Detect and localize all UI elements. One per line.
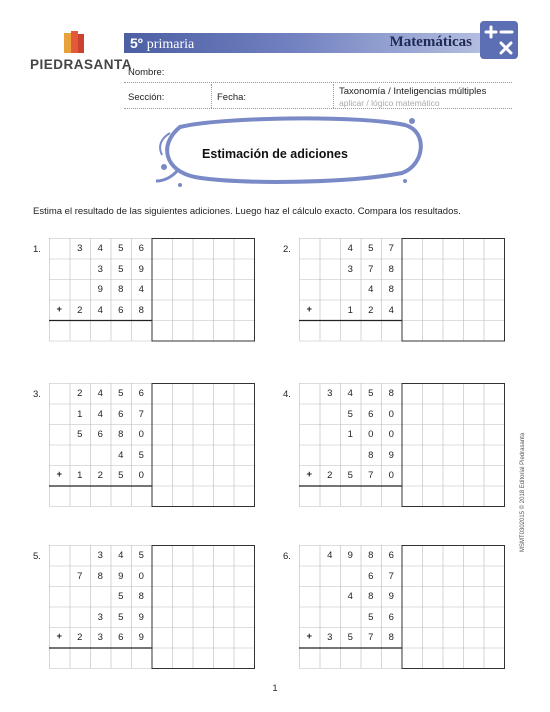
digit: 0 [388,470,394,481]
exercise-number: 3. [33,389,41,400]
digit: 5 [347,470,353,481]
plus-sign: + [56,303,63,315]
digit: 8 [118,429,124,440]
digit: 6 [118,304,124,316]
subject-label: Matemáticas [389,34,472,50]
digit: 5 [347,632,353,643]
seccion-label: Sección: [128,92,165,103]
digit: 6 [118,632,124,643]
fecha-label: Fecha: [217,92,247,103]
digit: 4 [347,388,353,399]
digit: 7 [368,470,374,481]
digit: 5 [138,449,144,461]
digit: 4 [97,408,103,420]
plus-sign: + [56,469,63,480]
digit: 9 [118,570,124,582]
exercise-number: 4. [283,389,291,400]
digit: 3 [327,632,333,643]
taxonomy-sub: aplicar / lógico matemático [339,98,440,108]
digit: 2 [77,304,83,316]
digit: 0 [388,408,394,420]
digit: 6 [368,408,374,420]
digit: 4 [347,243,353,254]
digit: 1 [77,470,83,481]
digit: 3 [97,550,103,561]
digit: 6 [138,243,144,254]
digit: 5 [77,429,83,440]
digit: 9 [97,284,103,295]
digit: 4 [97,243,103,254]
divider [333,84,334,108]
digit: 8 [388,388,394,399]
digit: 8 [97,570,103,582]
math-operations-icon [480,21,518,59]
digit: 9 [388,591,394,602]
digit: 0 [138,570,144,582]
digit: 1 [77,408,83,420]
digit: 8 [388,284,394,295]
book-logo-icon [62,31,86,57]
digit: 3 [97,632,103,643]
digit: 7 [388,570,394,582]
digit: 4 [388,304,394,316]
plus-sign: + [306,631,313,642]
exercise-number: 1. [33,244,41,255]
plus-sign: + [306,303,313,315]
digit: 6 [388,550,394,561]
digit: 5 [118,243,124,254]
digit: 4 [327,550,333,561]
digit: 0 [368,429,374,440]
digit: 3 [97,611,103,623]
page-number: 1 [272,683,278,693]
digit: 7 [77,570,83,582]
digit: 4 [97,388,103,399]
digit: 2 [77,632,83,643]
digit: 2 [327,470,333,481]
grade-label [130,35,194,53]
digit: 7 [368,632,374,643]
digit: 6 [388,611,394,623]
answer-box [152,239,255,342]
exercise-grid[interactable] [49,383,256,508]
exercise-number: 2. [283,244,291,255]
digit: 5 [368,611,374,623]
seccion-field[interactable] [124,108,512,109]
logo-text: PIEDRASANTA [30,57,133,72]
digit: 4 [138,284,144,295]
digit: 8 [138,304,144,316]
digit: 0 [138,470,144,481]
taxonomy-label: Taxonomía / Inteligencias múltiples [339,86,487,97]
digit: 3 [77,243,83,254]
grade-word: primaria [146,37,195,52]
digit: 2 [97,470,103,481]
digit: 6 [368,570,374,582]
exercise-grid[interactable] [299,238,506,343]
digit: 6 [138,388,144,399]
plus-sign: + [56,631,63,642]
digit: 7 [388,243,394,254]
digit: 4 [97,304,103,316]
digit: 7 [368,263,374,275]
digit: 0 [388,429,394,440]
divider [211,84,212,108]
digit: 5 [368,388,374,399]
digit: 8 [138,591,144,602]
digit: 5 [118,263,124,275]
digit: 3 [97,263,103,275]
digit: 7 [138,408,144,420]
digit: 1 [347,304,353,316]
instructions: Estima el resultado de las siguientes adiciones. Luego haz el cálculo exacto. Compara los resultados. [33,206,461,217]
digit: 3 [347,263,353,275]
digit: 9 [138,263,144,275]
digit: 8 [368,591,374,602]
digit: 8 [368,449,374,461]
digit: 2 [368,304,374,316]
answer-box [402,239,505,342]
digit: 5 [138,550,144,561]
digit: 5 [118,470,124,481]
digit: 9 [388,449,394,461]
digit: 1 [347,429,353,440]
digit: 4 [118,550,124,561]
digit: 5 [347,408,353,420]
digit: 9 [138,611,144,623]
digit: 3 [327,388,333,399]
digit: 5 [368,243,374,254]
digit: 9 [138,632,144,643]
exercise-number: 6. [283,551,291,562]
digit: 5 [118,611,124,623]
digit: 5 [118,591,124,602]
page-title: Estimación de adiciones [202,147,348,161]
digit: 4 [368,284,374,295]
exercise-grid[interactable] [299,383,506,508]
grade-number: 5º [130,35,143,51]
digit: 0 [138,429,144,440]
digit: 8 [368,550,374,561]
digit: 8 [388,263,394,275]
exercise-grid[interactable] [49,545,256,670]
digit: 2 [77,388,83,399]
digit: 8 [388,632,394,643]
digit: 9 [347,550,353,561]
footer-code: MSMT0302015 © 2018 Editorial Piedrasanta [520,432,526,552]
exercise-grid[interactable] [299,545,506,670]
digit: 8 [118,284,124,295]
digit: 4 [347,591,353,602]
nombre-field[interactable] [124,82,512,83]
digit: 5 [118,388,124,399]
exercise-number: 5. [33,551,41,562]
digit: 4 [118,449,124,461]
digit: 6 [118,408,124,420]
digit: 6 [97,429,103,440]
nombre-label: Nombre: [128,67,165,78]
plus-sign: + [306,469,313,480]
